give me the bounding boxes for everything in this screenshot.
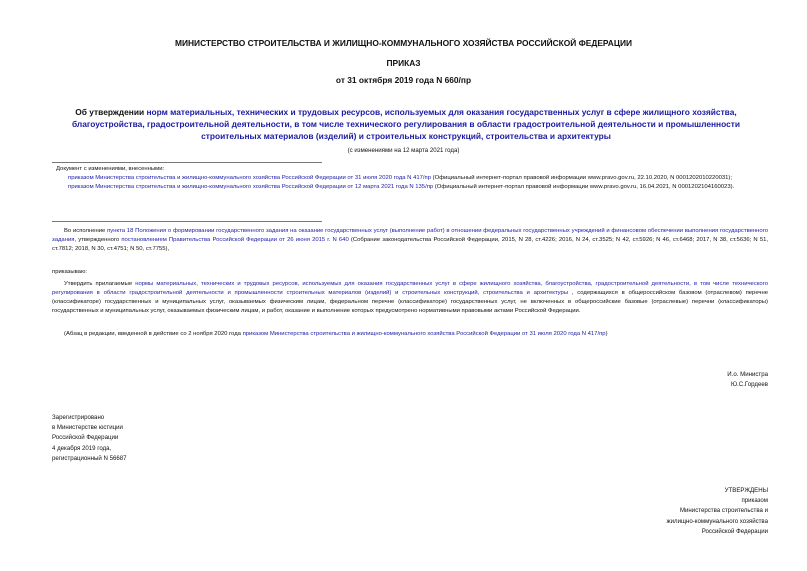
changes-block: [52, 165, 768, 192]
approved-line-3: Министерства строительства и: [679, 507, 768, 515]
ministry-heading: МИНИСТЕРСТВО СТРОИТЕЛЬСТВА И ЖИЛИЩНО-КОММУНАЛЬНОГО ХОЗЯЙСТВА РОССИЙСКОЙ ФЕДЕРАЦИИ: [175, 38, 632, 48]
approved-line-5: Российской Федерации: [701, 527, 768, 535]
change-rest-2: (Официальный интернет-портал правовой информации www.pravo.gov.ru, 16.04.2021, N 0001202104160023).: [433, 184, 735, 191]
changes-intro: Документ с изменениями, внесенными:: [56, 166, 165, 172]
title-link[interactable]: норм материальных, технических и трудовых ресурсов, используемых для оказания государственных услуг в сфере жилищного хозяйства, благоустройства, градостроительной деятельности, в том числе технического регулирования в области градостроительной деятельности и промышленности строительных материалов (изделий) и строительных конструкций, строительства и архитектуры: [71, 107, 741, 141]
divider-top: [52, 162, 322, 163]
edition-text-2: ): [605, 331, 608, 337]
body-text-2: , содержащихся в общероссийском базовом (отраслевом) перечне (классификаторе) государственных и муниципальных услуг, оказываемых физическим лицам, федеральном перечне (классификаторе) государственных услуг, не включенных в общероссийские базовые (отраслевые) перечни (классификаторы) государственных и муниципальных услуг, оказываемых физическим лицам, и работ, оказание и выполнение которых предусмотрено нормативными правовыми актами Российской Федерации.: [52, 290, 769, 315]
preamble-link-1[interactable]: пункта 18 Положения о формировании государственного задания на оказание государственных услуг (выполнение работ) в отношении федеральных государственных учреждений и финансовом обеспечении выполнения государственного задания: [52, 228, 768, 244]
registration-line-1: Зарегистрировано: [52, 414, 105, 421]
amended-note: (с изменениями на 12 марта 2021 года): [347, 147, 460, 154]
body-text-1: Утвердить прилагаемые: [64, 281, 136, 287]
preamble-link-2[interactable]: постановлением Правительства Российской Федерации от 26 июня 2015 г. N 640: [121, 237, 349, 244]
preamble-text-2: , утвержденного: [74, 237, 122, 244]
preamble-paragraph: [52, 227, 768, 254]
preamble-text-3: (Собрание законодательства Российской Федерации, 2015, N 28, ст.4226; 2016, N 24, ст.3525; N 42, ст.5926; N 46, ст.6468; 2017, N 38, ст.5636; N 51, ст.7812; 2018, N 30, ст.4751; N 50, ст.7755),: [52, 237, 769, 253]
title-prefix: Об утверждении: [75, 107, 147, 117]
signature-position: И.о. Министра: [727, 371, 768, 378]
edition-text-1: (Абзац в редакции, введенной в действие со 2 ноября 2020 года: [64, 331, 243, 337]
order-word: приказываю:: [52, 269, 88, 275]
registration-line-3: Российской Федерации: [52, 434, 119, 442]
change-link-2[interactable]: приказом Министерства строительства и жилищно-коммунального хозяйства Российской Федерации от 12 марта 2021 года N 135/пр: [68, 184, 434, 191]
change-rest-1: (Официальный интернет-портал правовой информации www.pravo.gov.ru, 22.10.2020, N 0001202010220031);: [431, 175, 733, 182]
approved-line-2: приказом: [741, 497, 768, 505]
registration-line-4: 4 декабря 2019 года,: [52, 444, 112, 452]
divider-bottom: [52, 221, 322, 222]
change-item-2: [52, 183, 768, 192]
registration-block: [52, 413, 127, 464]
body-paragraph: [52, 280, 768, 316]
registration-line-5: регистрационный N 56687: [52, 454, 127, 462]
signature-block: [727, 370, 768, 390]
approved-block: [667, 486, 768, 537]
change-item-1: [52, 174, 768, 183]
registration-line-2: в Министерстве юстиции: [52, 424, 123, 432]
signature-name: Ю.С.Гордеев: [730, 381, 768, 388]
document-type: ПРИКАЗ: [386, 58, 421, 68]
edition-link[interactable]: приказом Министерства строительства и жилищно-коммунального хозяйства Российской Федерации от 31 июля 2020 года N 417/пр: [242, 331, 606, 337]
edition-note: [52, 330, 768, 339]
approved-line-1: УТВЕРЖДЕНЫ: [724, 487, 768, 494]
body-link[interactable]: нормы материальных, технических и трудовых ресурсов, используемых для оказания государственных услуг в сфере жилищного хозяйства, благоустройства, градостроительной деятельности, в том числе технического регулирования в области градостроительной деятельности и промышленности строительных материалов (изделий) и строительных конструкций, строительства и архитектуры: [52, 281, 768, 297]
approved-line-4: жилищно-коммунального хозяйства: [666, 517, 768, 525]
order-date-number: от 31 октября 2019 года N 660/пр: [335, 75, 472, 85]
document-title: [52, 106, 760, 142]
change-link-1[interactable]: приказом Министерства строительства и жилищно-коммунального хозяйства Российской Федерации от 31 июля 2020 года N 417/пр: [68, 175, 432, 182]
preamble-text-1: Во исполнение: [64, 228, 108, 234]
